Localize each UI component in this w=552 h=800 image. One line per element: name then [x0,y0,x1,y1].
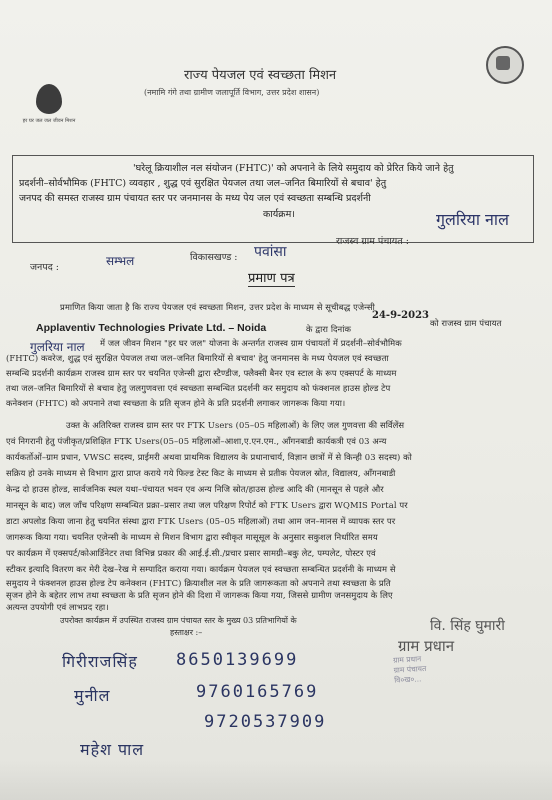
up-government-emblem-icon [486,46,524,84]
logo-caption: हर घर जल जल जीवन मिशन [22,118,76,124]
gram-panchayat-label: राजस्व ग्राम पंचायत : [336,236,409,247]
body-line-7: कनेक्शन (FHTC) को अपनाने तथा स्वच्छता के प्रति सृजन होने के प्रति प्रदर्शनी लगाकर जागरूक किया गया। [6,398,346,408]
gram-panchayat-handwritten: गुलरिया नाल [30,340,85,354]
box-line-3: जनपद की समस्त राजस्व ग्राम पंचायत स्तर पर जनमानस के मध्य पेय जल एवं स्वच्छता सम्बन्धि प्रदर्शनी [19,193,371,204]
mission-title: राज्य पेयजल एवं स्वच्छता मिशन [184,68,337,83]
body-line-1: प्रमाणित किया जाता है कि राज्य पेयजल एवं स्वच्छता मिशन, उत्तर प्रदेश के माध्यम से सूचीबद्ध एजेन्सी [60,302,375,312]
pradhan-label: ग्राम प्रधान [398,637,455,655]
participant-1-signature: गिरीराजसिंह [62,652,138,671]
vikaskhand-value: पवांसा [254,244,287,260]
body-line-20: अत्यन्त उपयोगी एवं लाभप्रद रहा। [6,602,109,612]
body-line-17: स्टीकर इत्यादि वितरण कर मेरी देख–रेख मे सम्पादित कराया गया। कार्यक्रम पेयजल एवं स्वच्छता सम्बन्धित प्रदर्शनी के माध्यम से [6,564,396,574]
body-line-11: सक्रिय हो उनके माध्यम से विभाग द्वारा प्राप्त कराये गये फिल्ड टेस्ट किट के माध्यम से प्रतीक पेयजल स्रोत, विद्यालय, आँगनबाडी [6,468,396,478]
body-line-18: समुदाय ने फंक्शनल हाउस होल्ड टेप कनेक्शन (FHTC) क्रियाशील नल के प्रति जागरूकता को अपनाने तथा स्वच्छता के प्रति [6,578,391,588]
body-line-14: डाटा अपलोड किया जाना हेतु चयनित संस्था द्वारा FTK Users (05–05 महिलाओं) तथा आम जन–मानस में व्यापक स्तर पर [6,516,396,526]
participant-1-phone: 8650139699 [176,650,299,670]
pradhan-signature: वि. सिंह घुमारी [430,618,505,634]
body-line-15: जागरूक किया गया। चयनित एजेन्सी के माध्यम से मिशन विभाग द्वारा स्वीकृत मासूसूल के अनुसार सकुशल निर्धारित समय [6,532,378,542]
participants-note: उपरोक्त कार्यक्रम में उपस्थित राजस्व ग्राम पंचायत स्तर के मुख्य 03 प्रतिभागियों के [60,616,297,625]
body-line-2-end: को राजस्व ग्राम पंचायत [430,318,502,328]
participant-2-signature: मुनील [74,686,111,705]
certificate-title: प्रमाण पत्र [248,268,295,287]
department-line: (नमामि गंगे तथा ग्रामीण जलापूर्ति विभाग, उत्तर प्रदेश शासन) [144,88,320,97]
box-line-2: प्रदर्शनी–सोर्वभौमिक (FHTC) व्यवहार , शुद्ध एवं सुरक्षित पेयजल तथा जल–जनित बिमारियों से बचाव' हेतु [19,178,387,189]
stamp-line-3: वि०ख०... [393,674,422,685]
body-line-5: सम्बन्धि प्रदर्शनी कार्यक्रम राजस्व ग्राम स्तर पर चयनित एजेन्सी द्वारा स्टैण्डीज, फ्लैक्सी बैनर एव स्टाल के रूप एक्सपर्ट के माध्यम [6,368,397,378]
body-line-13: मानसून के बाद) जल जाँच परिक्षण सम्बन्धित प्रक्रा–प्रसार तथा जल परिक्षण रिपोर्ट को FTK Users द्वारा WQMIS Portal पर [6,500,408,510]
participant-3-phone: 9720537909 [204,712,327,732]
vikaskhand-label: विकासखण्ड : [190,252,238,263]
box-line-1: 'घरेलू क्रियाशील नल संयोजन (FHTC)' को अपनाने के लिये समुदाय को प्रेरित किये जाने हेतु [133,163,454,174]
signatures-label: हस्ताक्षर :– [170,628,203,637]
body-date-label: के द्वारा दिनांक [306,324,352,334]
body-line-9: एवं निगरानी हेतु पंजीकृत/प्रशिक्षित FTK Users(05–05 महिलाओं–आशा,ए.एन.एम., आँगनबाडी कार्यकत्री एवं 03 अन्य [6,436,387,446]
body-line-16: पर कार्यक्रम में एक्सपर्ट/कोआर्डिनेटर तथा विभिन्न प्रकार की आई.ई.सी./प्रचार प्रसार सामग्री–बकु लेट, पम्पलेट, पोस्टर एवं [6,548,376,558]
body-line-8: उक्त के अतिरिक्त राजस्व ग्राम स्तर पर FTK Users (05–05 महिलाओं) के लिए जल गुणवत्ता की सर्विलेंस [66,420,405,430]
body-line-19: सृजन होने के बहेतर लाभ तथा स्वच्छता के प्रति सृजन होने की दिशा में जागरूक किया गया, जिससे ग्रामीण जनसमुदाय के लिए [6,590,393,600]
body-line-3: में जल जीवन मिशन "हर घर जल" योजना के अन्तर्गत राजस्व ग्राम पंचायतों में प्रदर्शनी–सोर्वभौमिक [100,338,402,348]
water-drop-icon [36,84,62,114]
janpad-label: जनपद : [30,262,59,273]
gram-panchayat-value: गुलरिया नाल [436,210,509,229]
stamp-line-2: ग्राम पंचायत [393,663,427,675]
agency-name: Applaventiv Technologies Private Ltd. – Noida [36,322,267,334]
body-line-6: तथा जल–जनित बिमारियों से बचाव हेतु जलगुणवत्ता एवं स्वच्छता सम्बन्धित प्रदर्शनी कर समुदाय को फंक्शनल हाउस होल्ड टेप [6,383,391,393]
body-line-4: (FHTC) कवरेज, शुद्ध एवं सुरक्षित पेयजल तथा जल–जनित बिमारियों से बचाव' हेतु जनमानस के मध्य पेयजल एवं स्वच्छता [6,353,389,363]
participant-3-signature: महेश पाल [80,740,145,759]
har-ghar-jal-logo [14,78,84,138]
box-line-4: कार्यक्रम। [263,209,295,220]
janpad-value: सम्भल [106,254,135,268]
pradhan-stamp [393,648,535,699]
participant-2-phone: 9760165769 [196,682,319,702]
program-date: 24-9-2023 [372,310,430,321]
body-line-12: केन्द्र दो हाउस होल्ड, सार्वजनिक स्थल यथा–पंचायत भवन एव अन्य निजि स्रोत/हाउस होल्ड आदि की (मानसून से पहले और [6,484,384,494]
page-shadow [0,760,552,800]
body-line-10: कार्यकर्तोओं–ग्राम प्रधान, VWSC सदस्य, प्राईमरी अथवा प्राथमिक विद्यालय के प्रधानाचार्य, विज्ञान छात्रों में से किन्ही 03 सदस्य) को [6,452,412,462]
stamp-line-1: ग्राम प्रधान [392,654,422,665]
